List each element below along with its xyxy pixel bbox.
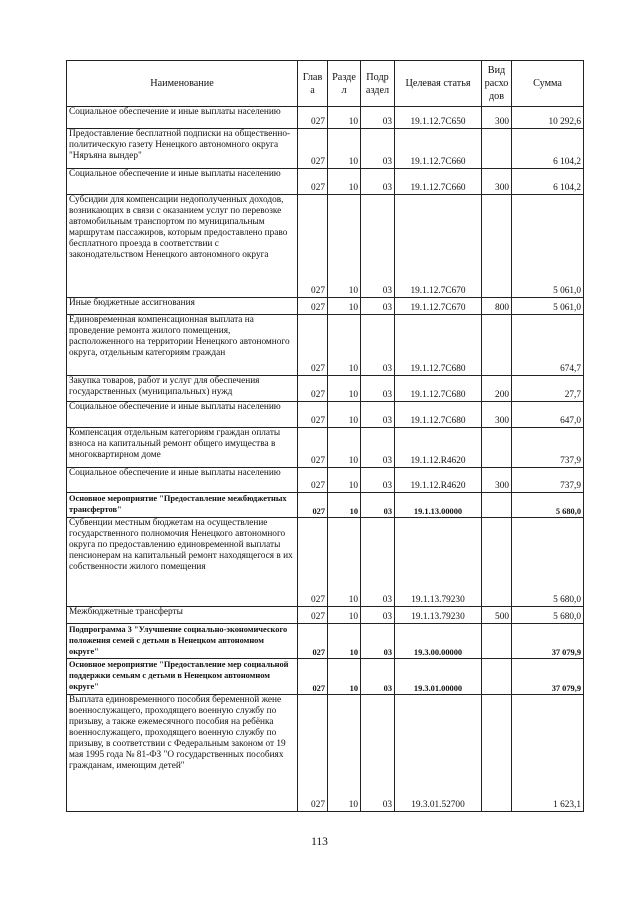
row-vid: 300 [482, 402, 512, 428]
row-name: Компенсация отдельным категориям граждан оплаты взноса на капитальный ремонт общего имущества в многоквартирном доме [67, 428, 298, 468]
row-summa: 37 079,9 [512, 659, 584, 695]
row-statya: 19.1.12.7С660 [395, 129, 482, 169]
row-podrazdel: 03 [361, 129, 395, 169]
row-razdel: 10 [328, 315, 361, 376]
row-glava: 027 [298, 518, 328, 607]
table-row [67, 695, 584, 812]
row-name: Субсидии для компенсации недополученных доходов, возникающих в связи с оказанием услуг по перевозке автомобильным транспортом по муниципальным маршрутам пассажиров, которым предоставлено право бесплатного проезда в соответствии с законодательством Ненецкого автономного округа [67, 195, 298, 298]
row-podrazdel: 03 [361, 607, 395, 624]
row-podrazdel: 03 [361, 695, 395, 812]
row-vid [482, 624, 512, 659]
page-number: 113 [311, 836, 328, 848]
row-vid [482, 518, 512, 607]
row-glava: 027 [298, 169, 328, 195]
row-podrazdel: 03 [361, 402, 395, 428]
row-summa: 5 680,0 [512, 518, 584, 607]
table-row [67, 315, 584, 376]
row-vid [482, 428, 512, 468]
row-podrazdel: 03 [361, 428, 395, 468]
budget-table [66, 60, 584, 812]
row-podrazdel: 03 [361, 518, 395, 607]
row-name: Предоставление бесплатной подписки на общественно-политическую газету Ненецкого автономного округа "Няръяна вындер" [67, 129, 298, 169]
row-razdel: 10 [328, 195, 361, 298]
row-razdel: 10 [328, 607, 361, 624]
row-razdel: 10 [328, 376, 361, 402]
header-podrazdel: Подр аздел [361, 61, 395, 107]
row-podrazdel: 03 [361, 169, 395, 195]
row-summa: 10 292,6 [512, 107, 584, 129]
header-summa: Сумма [512, 61, 584, 107]
table-row [67, 428, 584, 468]
row-vid [482, 493, 512, 518]
row-statya: 19.1.12.7С670 [395, 298, 482, 315]
row-statya: 19.1.12.7С680 [395, 402, 482, 428]
row-statya: 19.3.01.00000 [395, 659, 482, 695]
row-podrazdel: 03 [361, 195, 395, 298]
row-vid: 300 [482, 169, 512, 195]
row-name: Единовременная компенсационная выплата на проведение ремонта жилого помещения, расположенного на территории Ненецкого автономного округа, отдельным категориям граждан [67, 315, 298, 376]
row-summa: 37 079,9 [512, 624, 584, 659]
row-name: Основное мероприятие "Предоставление мер социальной поддержки семьям с детьми в Ненецком автономном округе" [67, 659, 298, 695]
row-razdel: 10 [328, 695, 361, 812]
row-name: Выплата единовременного пособия беременной жене военнослужащего, проходящего военную службу по призыву, а также ежемесячного пособия на ребёнка военнослужащего, проходящего военную службу по призыву, в соответствии с Федеральным законом от 19 мая 1995 года № 81-ФЗ "О государственных пособиях гражданам, имеющим детей" [67, 695, 298, 812]
row-name: Социальное обеспечение и иные выплаты населению [67, 468, 298, 493]
table-row [67, 624, 584, 659]
row-razdel: 10 [328, 402, 361, 428]
table-row [67, 298, 584, 315]
row-name: Закупка товаров, работ и услуг для обеспечения государственных (муниципальных) нужд [67, 376, 298, 402]
row-name: Субвенции местным бюджетам на осуществление государственного полномочия Ненецкого автономного округа по предоставлению единовременной выплаты пенсионерам на капитальный ремонт находящегося в их собственности жилого помещения [67, 518, 298, 607]
row-vid [482, 315, 512, 376]
row-podrazdel: 03 [361, 624, 395, 659]
row-glava: 027 [298, 195, 328, 298]
row-statya: 19.3.01.52700 [395, 695, 482, 812]
row-podrazdel: 03 [361, 376, 395, 402]
row-statya: 19.1.12.7С650 [395, 107, 482, 129]
row-summa: 737,9 [512, 468, 584, 493]
row-glava: 027 [298, 376, 328, 402]
header-statya: Целевая статья [395, 61, 482, 107]
table-row [67, 607, 584, 624]
row-summa: 5 061,0 [512, 195, 584, 298]
row-statya: 19.3.00.00000 [395, 624, 482, 659]
row-glava: 027 [298, 624, 328, 659]
row-statya: 19.1.12.7С680 [395, 315, 482, 376]
row-vid: 300 [482, 468, 512, 493]
header-razdel: Разде л [328, 61, 361, 107]
row-summa: 5 680,0 [512, 607, 584, 624]
row-name: Социальное обеспечение и иные выплаты населению [67, 107, 298, 129]
row-podrazdel: 03 [361, 468, 395, 493]
row-vid [482, 659, 512, 695]
row-name: Подпрограмма 3 "Улучшение социально-экономического положения семей с детьми в Ненецком автономном округе" [67, 624, 298, 659]
row-summa: 6 104,2 [512, 129, 584, 169]
row-razdel: 10 [328, 129, 361, 169]
row-glava: 027 [298, 129, 328, 169]
row-summa: 1 623,1 [512, 695, 584, 812]
table-header-row [67, 61, 584, 107]
row-podrazdel: 03 [361, 298, 395, 315]
table-row [67, 107, 584, 129]
row-razdel: 10 [328, 468, 361, 493]
row-vid [482, 695, 512, 812]
row-glava: 027 [298, 659, 328, 695]
row-vid: 500 [482, 607, 512, 624]
row-summa: 674,7 [512, 315, 584, 376]
table-row [67, 518, 584, 607]
row-glava: 027 [298, 107, 328, 129]
row-summa: 27,7 [512, 376, 584, 402]
table-row [67, 129, 584, 169]
row-vid: 300 [482, 107, 512, 129]
row-name: Социальное обеспечение и иные выплаты населению [67, 402, 298, 428]
row-statya: 19.1.13.79230 [395, 607, 482, 624]
row-vid [482, 195, 512, 298]
row-summa: 6 104,2 [512, 169, 584, 195]
row-glava: 027 [298, 298, 328, 315]
row-vid [482, 129, 512, 169]
row-razdel: 10 [328, 493, 361, 518]
table-row [67, 376, 584, 402]
row-razdel: 10 [328, 624, 361, 659]
table-row [67, 195, 584, 298]
row-statya: 19.1.13.79230 [395, 518, 482, 607]
row-name: Иные бюджетные ассигнования [67, 298, 298, 315]
row-name: Основное мероприятие "Предоставление межбюджетных трансфертов" [67, 493, 298, 518]
row-razdel: 10 [328, 298, 361, 315]
header-name: Наименование [67, 61, 298, 107]
table-row [67, 169, 584, 195]
row-podrazdel: 03 [361, 107, 395, 129]
row-vid: 200 [482, 376, 512, 402]
header-glava: Глав а [298, 61, 328, 107]
row-statya: 19.1.12.R4620 [395, 428, 482, 468]
row-razdel: 10 [328, 659, 361, 695]
row-glava: 027 [298, 428, 328, 468]
row-glava: 027 [298, 468, 328, 493]
row-razdel: 10 [328, 107, 361, 129]
row-statya: 19.1.12.7С670 [395, 195, 482, 298]
row-statya: 19.1.12.7С660 [395, 169, 482, 195]
table-row [67, 659, 584, 695]
header-vid: Вид расхо дов [482, 61, 512, 107]
table-row [67, 493, 584, 518]
row-glava: 027 [298, 493, 328, 518]
table-row [67, 468, 584, 493]
row-podrazdel: 03 [361, 493, 395, 518]
row-razdel: 10 [328, 169, 361, 195]
row-razdel: 10 [328, 428, 361, 468]
row-summa: 5 680,0 [512, 493, 584, 518]
row-name: Межбюджетные трансферты [67, 607, 298, 624]
row-statya: 19.1.12.R4620 [395, 468, 482, 493]
table-row [67, 402, 584, 428]
row-name: Социальное обеспечение и иные выплаты населению [67, 169, 298, 195]
row-glava: 027 [298, 695, 328, 812]
row-statya: 19.1.13.00000 [395, 493, 482, 518]
row-summa: 5 061,0 [512, 298, 584, 315]
row-glava: 027 [298, 402, 328, 428]
row-statya: 19.1.12.7С680 [395, 376, 482, 402]
row-glava: 027 [298, 315, 328, 376]
row-vid: 800 [482, 298, 512, 315]
row-glava: 027 [298, 607, 328, 624]
row-summa: 647,0 [512, 402, 584, 428]
row-summa: 737,9 [512, 428, 584, 468]
row-razdel: 10 [328, 518, 361, 607]
row-podrazdel: 03 [361, 659, 395, 695]
row-podrazdel: 03 [361, 315, 395, 376]
